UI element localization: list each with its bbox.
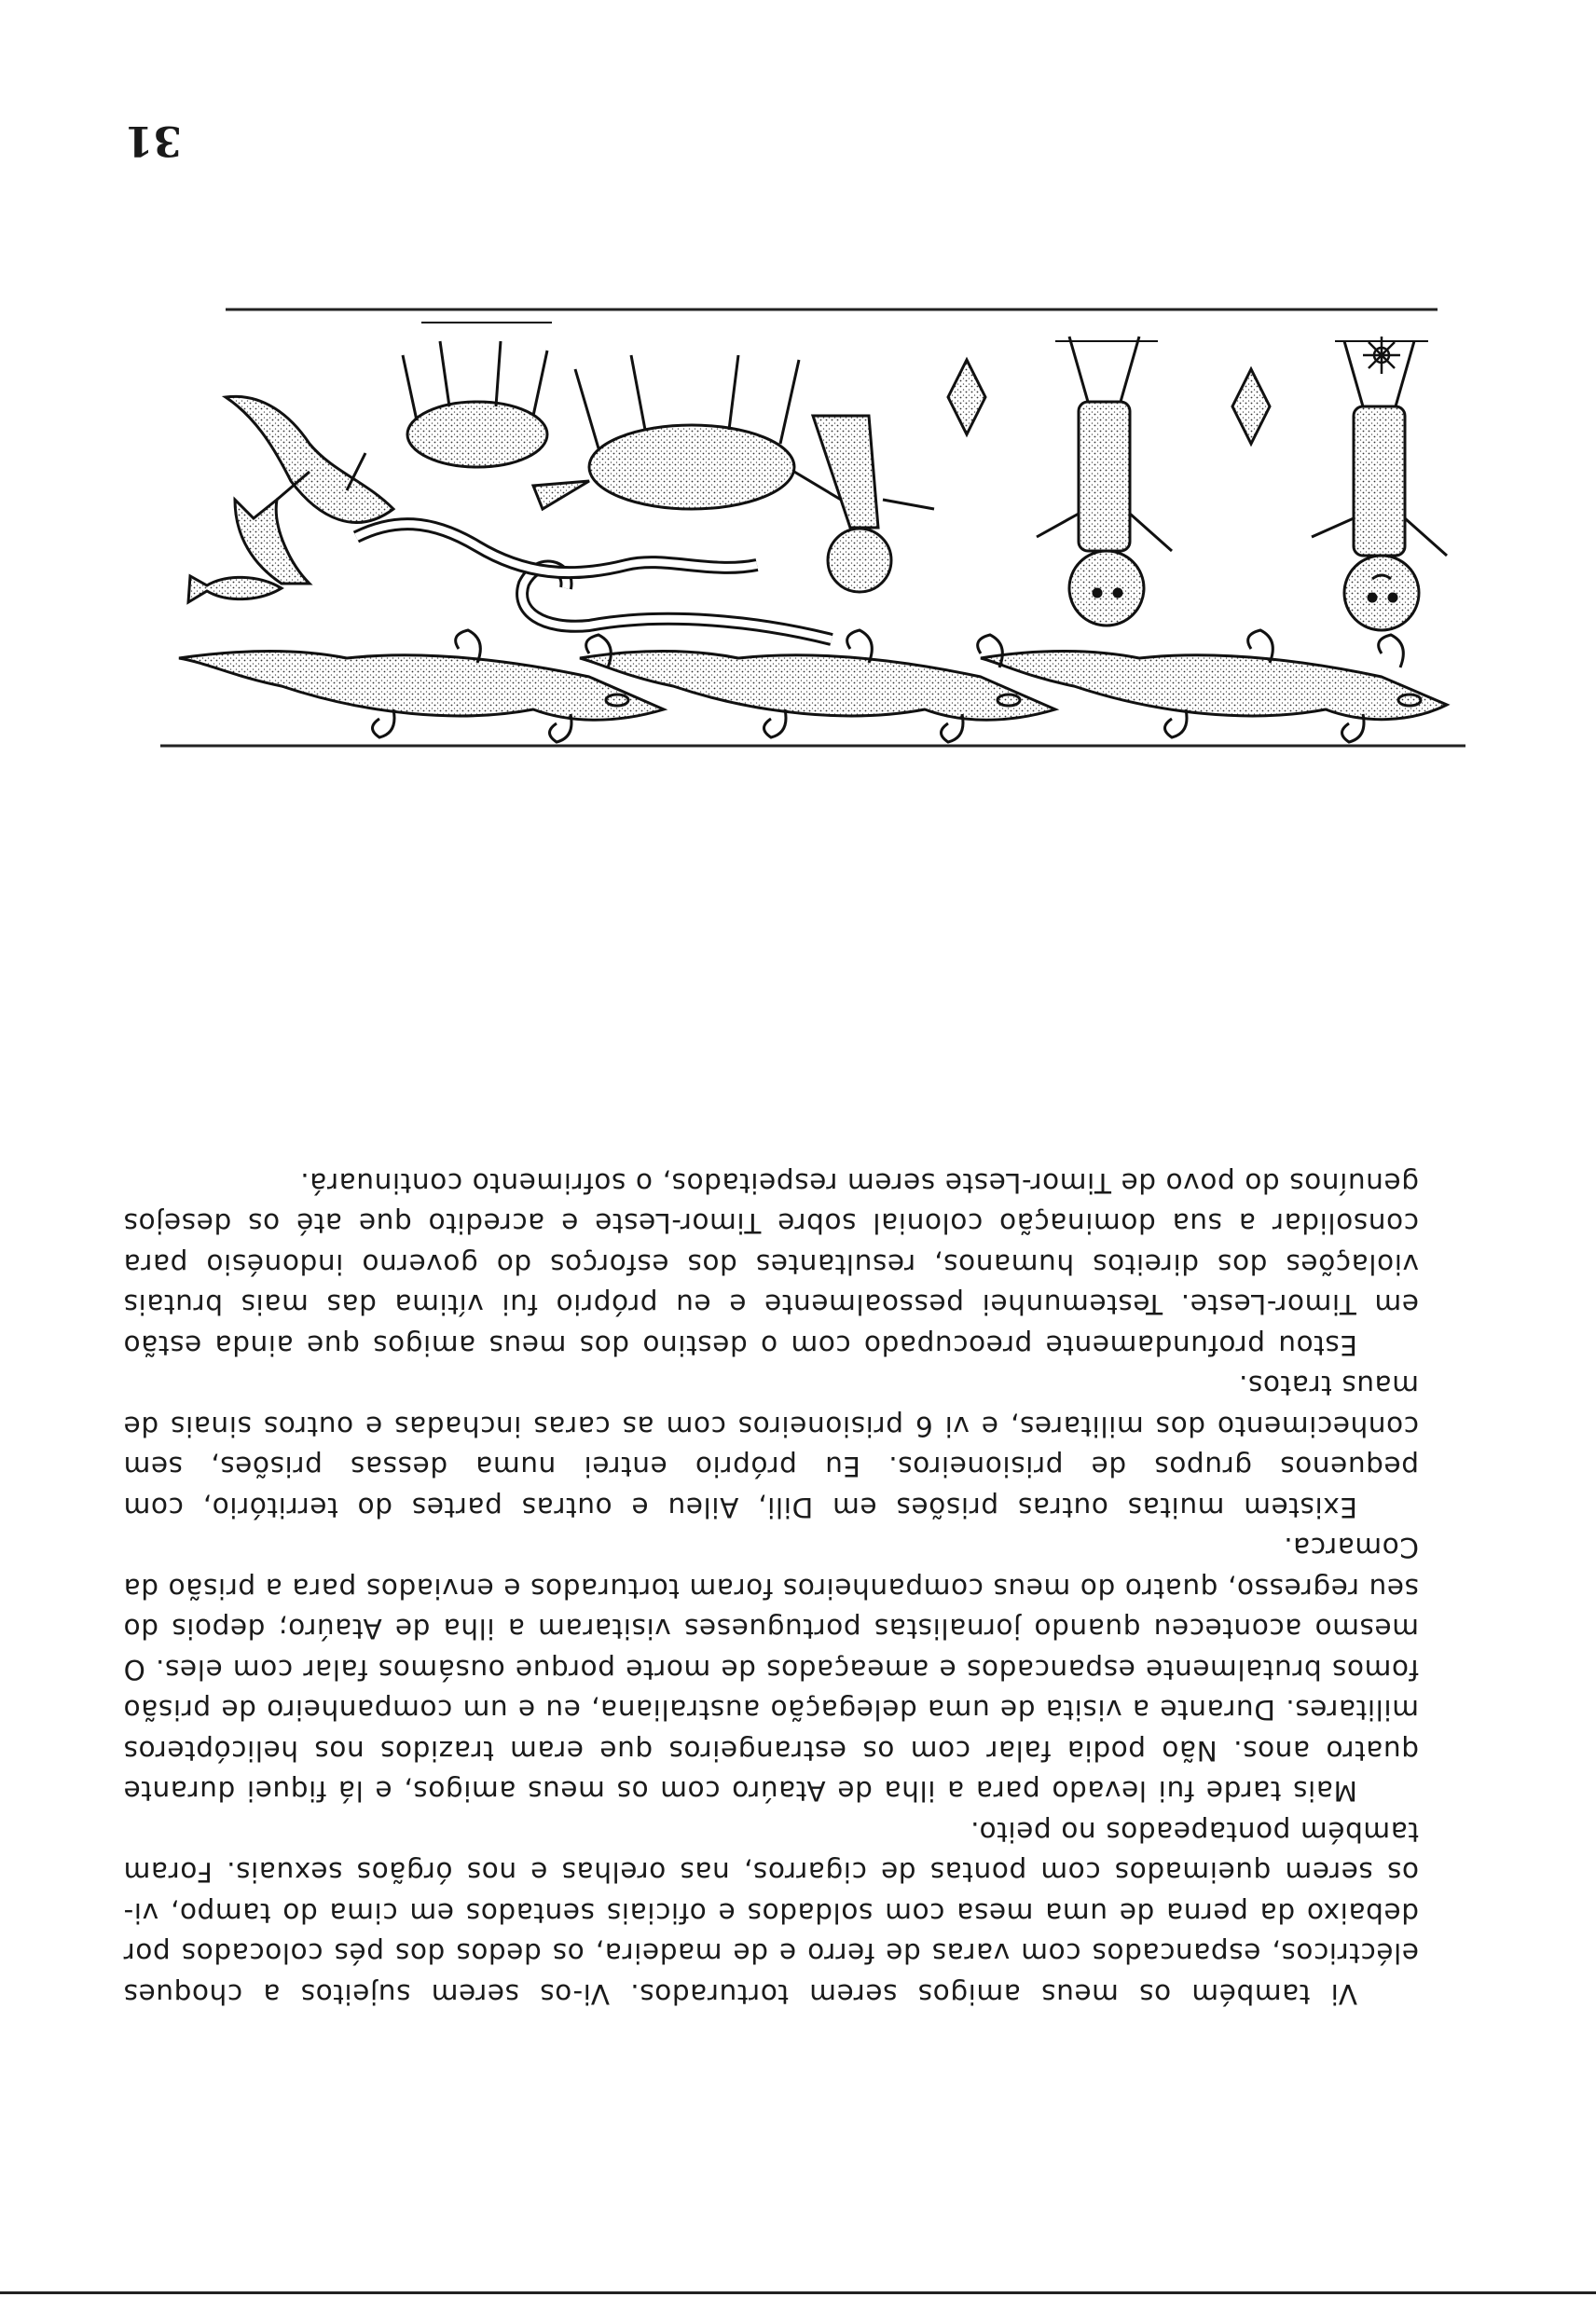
page-bottom-rule bbox=[0, 2291, 1596, 2294]
lizard-icon bbox=[226, 396, 393, 522]
human-figure-icon bbox=[1312, 341, 1447, 630]
dog-icon bbox=[403, 341, 547, 467]
timorese-frieze-illustration bbox=[160, 306, 1465, 751]
crocodile-icon bbox=[580, 630, 1055, 742]
fish-icon bbox=[188, 576, 282, 602]
body-text bbox=[123, 1162, 1419, 2015]
paragraph-3: Existem muitas outras prisões em Dili, Aileu e outras partes do território, com pequenos grupos de prisioneiros. Eu próprio entrei numa dessas prisões, sem conhecimento dos militares, e vi 6 prisioneiros com as caras inchadas e outros sinais de maus tratos. bbox=[123, 1369, 1419, 1523]
paragraph-4: Estou profundamente preocupado com o destino dos meus amigos que ainda estão em Timor-Leste. Testemunhei pessoalmente e eu próprio fui vítima das mais brutais violações dos direitos humanos, resultantes dos esforços do governo indonésio para consolidar a sua dominação colonial sobre Timor-Leste e acredito que até os desejos genuínos do povo de Timor-Leste serem respeitados, o sofrimento continuará. bbox=[123, 1167, 1419, 1361]
dog-icon bbox=[533, 355, 799, 509]
human-figure-icon bbox=[794, 416, 934, 592]
page-number: 31 bbox=[124, 117, 182, 164]
paragraph-2: Mais tarde fui levado para a ilha de Ataúro com os meus amigos, e lá fiquei durante quatro anos. Não podia falar com os estrangeiros que eram trazidos nos helicópteros militares. Durante a visita de uma delegação australiana, eu e um companheiro de prisão fomos brutalmente espancados e ameaçados de morte porque ousámos falar com eles. O mesmo aconteceu quando jornalistas portugueses visitaram a ilha de Ataúro; depois do seu regresso, quatro do meus companheiros foram torturados e enviados para a prisão da Comarca. bbox=[123, 1532, 1419, 1808]
ornament-border bbox=[421, 323, 1428, 341]
crocodile-icon bbox=[981, 630, 1447, 742]
crocodile-icon bbox=[179, 630, 664, 742]
human-figure-icon bbox=[1037, 337, 1172, 626]
bird-icon bbox=[235, 500, 310, 584]
paragraph-1: Vi também os meus amigos serem torturados. Vi-os serem sujeitos a choques eléctricos, espancados com varas de ferro e de madeira, os dedos dos pés colocados por debaixo da perna de uma mesa com soldados e oficiais sentados em cima do tampo, vi-os serem queimados com pontas de cigarros, nas orelhas e nos órgãos sexuais. Foram também pontapeados no peito. bbox=[123, 1816, 1419, 2010]
